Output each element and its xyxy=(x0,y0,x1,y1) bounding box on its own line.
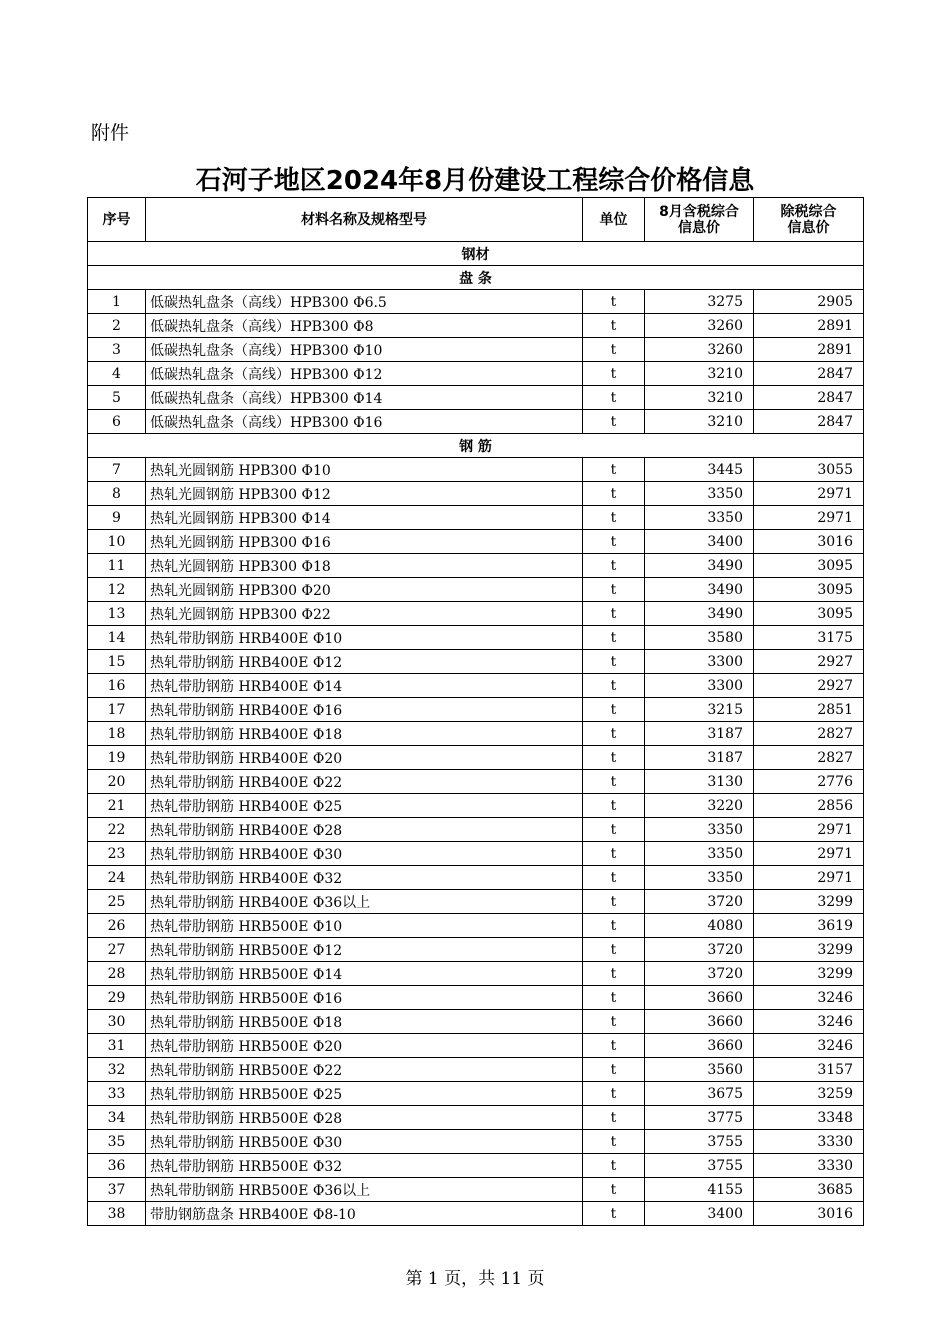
cell-name: 热轧带肋钢筋 HRB500E Φ16 xyxy=(146,986,583,1010)
cell-unit: t xyxy=(583,1178,645,1202)
cell-notax-price: 2971 xyxy=(754,842,864,866)
cell-tax-price: 3490 xyxy=(645,578,754,602)
cell-no: 12 xyxy=(88,578,146,602)
cell-tax-price: 3260 xyxy=(645,314,754,338)
cell-no: 11 xyxy=(88,554,146,578)
table-row xyxy=(88,914,864,938)
cell-name: 热轧带肋钢筋 HRB500E Φ25 xyxy=(146,1082,583,1106)
cell-notax-price: 3348 xyxy=(754,1106,864,1130)
cell-name: 热轧带肋钢筋 HRB400E Φ10 xyxy=(146,626,583,650)
table-row xyxy=(88,530,864,554)
cell-name: 热轧带肋钢筋 HRB500E Φ32 xyxy=(146,1154,583,1178)
cell-notax-price: 2905 xyxy=(754,290,864,314)
cell-name: 热轧光圆钢筋 HPB300 Φ10 xyxy=(146,458,583,482)
cell-no: 14 xyxy=(88,626,146,650)
table-row xyxy=(88,290,864,314)
cell-unit: t xyxy=(583,1130,645,1154)
table-row xyxy=(88,602,864,626)
cell-tax-price: 3300 xyxy=(645,674,754,698)
cell-no: 5 xyxy=(88,386,146,410)
cell-tax-price: 3210 xyxy=(645,410,754,434)
table-row xyxy=(88,986,864,1010)
cell-unit: t xyxy=(583,362,645,386)
cell-notax-price: 2856 xyxy=(754,794,864,818)
cell-tax-price: 3445 xyxy=(645,458,754,482)
cell-no: 30 xyxy=(88,1010,146,1034)
table-row xyxy=(88,722,864,746)
cell-unit: t xyxy=(583,1202,645,1226)
cell-tax-price: 3775 xyxy=(645,1106,754,1130)
header-unit: 单位 xyxy=(583,198,645,242)
cell-tax-price: 3720 xyxy=(645,890,754,914)
cell-notax-price: 3016 xyxy=(754,1202,864,1226)
cell-name: 热轧带肋钢筋 HRB400E Φ32 xyxy=(146,866,583,890)
table-row xyxy=(88,1154,864,1178)
table-row xyxy=(88,338,864,362)
cell-tax-price: 3675 xyxy=(645,1082,754,1106)
cell-tax-price: 3755 xyxy=(645,1154,754,1178)
table-row xyxy=(88,386,864,410)
cell-name: 热轧带肋钢筋 HRB400E Φ22 xyxy=(146,770,583,794)
cell-no: 37 xyxy=(88,1178,146,1202)
cell-name: 热轧带肋钢筋 HRB500E Φ30 xyxy=(146,1130,583,1154)
cell-tax-price: 3400 xyxy=(645,1202,754,1226)
table-row xyxy=(88,698,864,722)
section-title: 盘 条 xyxy=(88,266,864,290)
cell-tax-price: 3130 xyxy=(645,770,754,794)
cell-notax-price: 3175 xyxy=(754,626,864,650)
cell-name: 热轧带肋钢筋 HRB500E Φ18 xyxy=(146,1010,583,1034)
cell-unit: t xyxy=(583,1010,645,1034)
cell-tax-price: 3187 xyxy=(645,722,754,746)
cell-tax-price: 3720 xyxy=(645,962,754,986)
table-row xyxy=(88,1130,864,1154)
cell-notax-price: 3246 xyxy=(754,986,864,1010)
cell-name: 热轧光圆钢筋 HPB300 Φ20 xyxy=(146,578,583,602)
cell-unit: t xyxy=(583,290,645,314)
cell-notax-price: 2927 xyxy=(754,650,864,674)
cell-tax-price: 4155 xyxy=(645,1178,754,1202)
cell-name: 热轧带肋钢筋 HRB500E Φ36以上 xyxy=(146,1178,583,1202)
cell-name: 低碳热轧盘条（高线）HPB300 Φ14 xyxy=(146,386,583,410)
cell-unit: t xyxy=(583,650,645,674)
category-label: 钢材 xyxy=(88,242,864,266)
cell-name: 带肋钢筋盘条 HRB400E Φ8-10 xyxy=(146,1202,583,1226)
cell-tax-price: 3350 xyxy=(645,818,754,842)
cell-name: 热轧带肋钢筋 HRB400E Φ20 xyxy=(146,746,583,770)
cell-name: 热轧带肋钢筋 HRB500E Φ12 xyxy=(146,938,583,962)
table-row xyxy=(88,1082,864,1106)
page-title: 石河子地区2024年8月份建设工程综合价格信息 xyxy=(195,166,755,196)
table-row xyxy=(88,362,864,386)
price-table xyxy=(87,197,864,1226)
table-row xyxy=(88,962,864,986)
cell-notax-price: 3157 xyxy=(754,1058,864,1082)
cell-unit: t xyxy=(583,962,645,986)
cell-unit: t xyxy=(583,386,645,410)
cell-unit: t xyxy=(583,938,645,962)
table-row xyxy=(88,410,864,434)
cell-no: 15 xyxy=(88,650,146,674)
cell-name: 热轧带肋钢筋 HRB400E Φ12 xyxy=(146,650,583,674)
cell-notax-price: 2776 xyxy=(754,770,864,794)
cell-tax-price: 3215 xyxy=(645,698,754,722)
cell-unit: t xyxy=(583,986,645,1010)
table-row xyxy=(88,506,864,530)
cell-name: 热轧光圆钢筋 HPB300 Φ22 xyxy=(146,602,583,626)
cell-no: 28 xyxy=(88,962,146,986)
cell-unit: t xyxy=(583,698,645,722)
cell-notax-price: 3055 xyxy=(754,458,864,482)
cell-unit: t xyxy=(583,890,645,914)
cell-notax-price: 2847 xyxy=(754,410,864,434)
cell-name: 热轧带肋钢筋 HRB500E Φ10 xyxy=(146,914,583,938)
cell-no: 35 xyxy=(88,1130,146,1154)
cell-notax-price: 3246 xyxy=(754,1010,864,1034)
table-row xyxy=(88,1178,864,1202)
cell-name: 热轧带肋钢筋 HRB500E Φ14 xyxy=(146,962,583,986)
table-row xyxy=(88,1034,864,1058)
cell-unit: t xyxy=(583,842,645,866)
table-row xyxy=(88,842,864,866)
cell-notax-price: 3330 xyxy=(754,1130,864,1154)
cell-unit: t xyxy=(583,914,645,938)
header-no: 序号 xyxy=(88,198,146,242)
header-tax-price: 8月含税综合 信息价 xyxy=(645,198,754,242)
cell-notax-price: 2971 xyxy=(754,482,864,506)
cell-no: 31 xyxy=(88,1034,146,1058)
table-row xyxy=(88,1010,864,1034)
table-row xyxy=(88,1106,864,1130)
cell-tax-price: 3755 xyxy=(645,1130,754,1154)
cell-notax-price: 3330 xyxy=(754,1154,864,1178)
cell-notax-price: 3095 xyxy=(754,554,864,578)
cell-tax-price: 3300 xyxy=(645,650,754,674)
table-row xyxy=(88,746,864,770)
cell-tax-price: 3210 xyxy=(645,386,754,410)
cell-no: 29 xyxy=(88,986,146,1010)
cell-no: 23 xyxy=(88,842,146,866)
cell-notax-price: 2827 xyxy=(754,722,864,746)
cell-no: 8 xyxy=(88,482,146,506)
header-notax-price: 除税综合 信息价 xyxy=(754,198,864,242)
cell-no: 9 xyxy=(88,506,146,530)
cell-no: 6 xyxy=(88,410,146,434)
cell-notax-price: 2851 xyxy=(754,698,864,722)
cell-name: 热轧带肋钢筋 HRB500E Φ28 xyxy=(146,1106,583,1130)
cell-tax-price: 4080 xyxy=(645,914,754,938)
cell-tax-price: 3580 xyxy=(645,626,754,650)
cell-name: 低碳热轧盘条（高线）HPB300 Φ10 xyxy=(146,338,583,362)
attachment-label: 附件 xyxy=(91,122,130,144)
cell-notax-price: 3095 xyxy=(754,602,864,626)
cell-unit: t xyxy=(583,674,645,698)
table-row xyxy=(88,650,864,674)
cell-no: 36 xyxy=(88,1154,146,1178)
cell-no: 25 xyxy=(88,890,146,914)
table-row xyxy=(88,578,864,602)
cell-no: 21 xyxy=(88,794,146,818)
cell-name: 热轧带肋钢筋 HRB400E Φ30 xyxy=(146,842,583,866)
cell-notax-price: 2927 xyxy=(754,674,864,698)
cell-unit: t xyxy=(583,530,645,554)
header-name: 材料名称及规格型号 xyxy=(146,198,583,242)
table-row xyxy=(88,1058,864,1082)
table-row xyxy=(88,458,864,482)
table-row xyxy=(88,482,864,506)
section-header-row xyxy=(88,434,864,458)
cell-name: 热轧带肋钢筋 HRB400E Φ14 xyxy=(146,674,583,698)
cell-name: 热轧带肋钢筋 HRB400E Φ28 xyxy=(146,818,583,842)
cell-name: 热轧光圆钢筋 HPB300 Φ18 xyxy=(146,554,583,578)
cell-unit: t xyxy=(583,1106,645,1130)
cell-notax-price: 3685 xyxy=(754,1178,864,1202)
cell-tax-price: 3660 xyxy=(645,986,754,1010)
cell-notax-price: 3299 xyxy=(754,890,864,914)
cell-tax-price: 3210 xyxy=(645,362,754,386)
cell-notax-price: 3095 xyxy=(754,578,864,602)
cell-no: 22 xyxy=(88,818,146,842)
page-footer: 第 1 页，共 11 页 xyxy=(405,1269,545,1289)
cell-no: 4 xyxy=(88,362,146,386)
cell-unit: t xyxy=(583,866,645,890)
cell-unit: t xyxy=(583,554,645,578)
cell-no: 7 xyxy=(88,458,146,482)
cell-name: 低碳热轧盘条（高线）HPB300 Φ6.5 xyxy=(146,290,583,314)
table-row xyxy=(88,866,864,890)
cell-notax-price: 3016 xyxy=(754,530,864,554)
cell-unit: t xyxy=(583,482,645,506)
cell-name: 热轧带肋钢筋 HRB400E Φ16 xyxy=(146,698,583,722)
cell-name: 热轧带肋钢筋 HRB400E Φ18 xyxy=(146,722,583,746)
cell-unit: t xyxy=(583,1154,645,1178)
cell-notax-price: 2971 xyxy=(754,866,864,890)
cell-tax-price: 3490 xyxy=(645,554,754,578)
cell-no: 33 xyxy=(88,1082,146,1106)
cell-unit: t xyxy=(583,770,645,794)
table-row xyxy=(88,818,864,842)
cell-unit: t xyxy=(583,410,645,434)
cell-name: 热轧带肋钢筋 HRB500E Φ20 xyxy=(146,1034,583,1058)
table-row xyxy=(88,770,864,794)
cell-tax-price: 3560 xyxy=(645,1058,754,1082)
cell-name: 热轧光圆钢筋 HPB300 Φ14 xyxy=(146,506,583,530)
cell-no: 26 xyxy=(88,914,146,938)
cell-no: 13 xyxy=(88,602,146,626)
section-header-row xyxy=(88,266,864,290)
table-row xyxy=(88,626,864,650)
cell-no: 20 xyxy=(88,770,146,794)
cell-notax-price: 2847 xyxy=(754,362,864,386)
cell-no: 34 xyxy=(88,1106,146,1130)
cell-unit: t xyxy=(583,722,645,746)
cell-tax-price: 3350 xyxy=(645,842,754,866)
cell-unit: t xyxy=(583,314,645,338)
table-row xyxy=(88,674,864,698)
section-title: 钢 筋 xyxy=(88,434,864,458)
cell-no: 10 xyxy=(88,530,146,554)
cell-notax-price: 2827 xyxy=(754,746,864,770)
cell-unit: t xyxy=(583,602,645,626)
cell-name: 低碳热轧盘条（高线）HPB300 Φ12 xyxy=(146,362,583,386)
cell-tax-price: 3400 xyxy=(645,530,754,554)
cell-notax-price: 2847 xyxy=(754,386,864,410)
cell-tax-price: 3490 xyxy=(645,602,754,626)
cell-no: 19 xyxy=(88,746,146,770)
cell-name: 热轧带肋钢筋 HRB500E Φ22 xyxy=(146,1058,583,1082)
cell-tax-price: 3220 xyxy=(645,794,754,818)
cell-no: 18 xyxy=(88,722,146,746)
cell-notax-price: 3246 xyxy=(754,1034,864,1058)
cell-unit: t xyxy=(583,1082,645,1106)
cell-no: 3 xyxy=(88,338,146,362)
cell-tax-price: 3350 xyxy=(645,506,754,530)
cell-notax-price: 2891 xyxy=(754,338,864,362)
table-row xyxy=(88,794,864,818)
cell-no: 27 xyxy=(88,938,146,962)
category-row xyxy=(88,242,864,266)
cell-unit: t xyxy=(583,1034,645,1058)
cell-no: 17 xyxy=(88,698,146,722)
cell-unit: t xyxy=(583,626,645,650)
cell-notax-price: 2971 xyxy=(754,818,864,842)
cell-name: 低碳热轧盘条（高线）HPB300 Φ16 xyxy=(146,410,583,434)
table-row xyxy=(88,314,864,338)
cell-no: 24 xyxy=(88,866,146,890)
cell-no: 16 xyxy=(88,674,146,698)
cell-notax-price: 2891 xyxy=(754,314,864,338)
table-body xyxy=(88,242,864,1226)
table-header-row xyxy=(88,198,864,242)
cell-no: 1 xyxy=(88,290,146,314)
cell-no: 2 xyxy=(88,314,146,338)
cell-notax-price: 3299 xyxy=(754,938,864,962)
cell-tax-price: 3350 xyxy=(645,482,754,506)
table-row xyxy=(88,938,864,962)
cell-name: 低碳热轧盘条（高线）HPB300 Φ8 xyxy=(146,314,583,338)
cell-tax-price: 3660 xyxy=(645,1010,754,1034)
cell-unit: t xyxy=(583,746,645,770)
table-row xyxy=(88,554,864,578)
cell-notax-price: 3619 xyxy=(754,914,864,938)
cell-name: 热轧光圆钢筋 HPB300 Φ12 xyxy=(146,482,583,506)
table-row xyxy=(88,1202,864,1226)
cell-no: 32 xyxy=(88,1058,146,1082)
cell-tax-price: 3660 xyxy=(645,1034,754,1058)
cell-tax-price: 3260 xyxy=(645,338,754,362)
cell-unit: t xyxy=(583,1058,645,1082)
cell-unit: t xyxy=(583,794,645,818)
cell-name: 热轧光圆钢筋 HPB300 Φ16 xyxy=(146,530,583,554)
cell-unit: t xyxy=(583,458,645,482)
cell-name: 热轧带肋钢筋 HRB400E Φ25 xyxy=(146,794,583,818)
cell-tax-price: 3720 xyxy=(645,938,754,962)
cell-notax-price: 3299 xyxy=(754,962,864,986)
cell-unit: t xyxy=(583,578,645,602)
table-row xyxy=(88,890,864,914)
cell-tax-price: 3187 xyxy=(645,746,754,770)
cell-tax-price: 3350 xyxy=(645,866,754,890)
cell-unit: t xyxy=(583,818,645,842)
cell-unit: t xyxy=(583,338,645,362)
cell-name: 热轧带肋钢筋 HRB400E Φ36以上 xyxy=(146,890,583,914)
cell-notax-price: 2971 xyxy=(754,506,864,530)
cell-tax-price: 3275 xyxy=(645,290,754,314)
cell-no: 38 xyxy=(88,1202,146,1226)
cell-notax-price: 3259 xyxy=(754,1082,864,1106)
cell-unit: t xyxy=(583,506,645,530)
